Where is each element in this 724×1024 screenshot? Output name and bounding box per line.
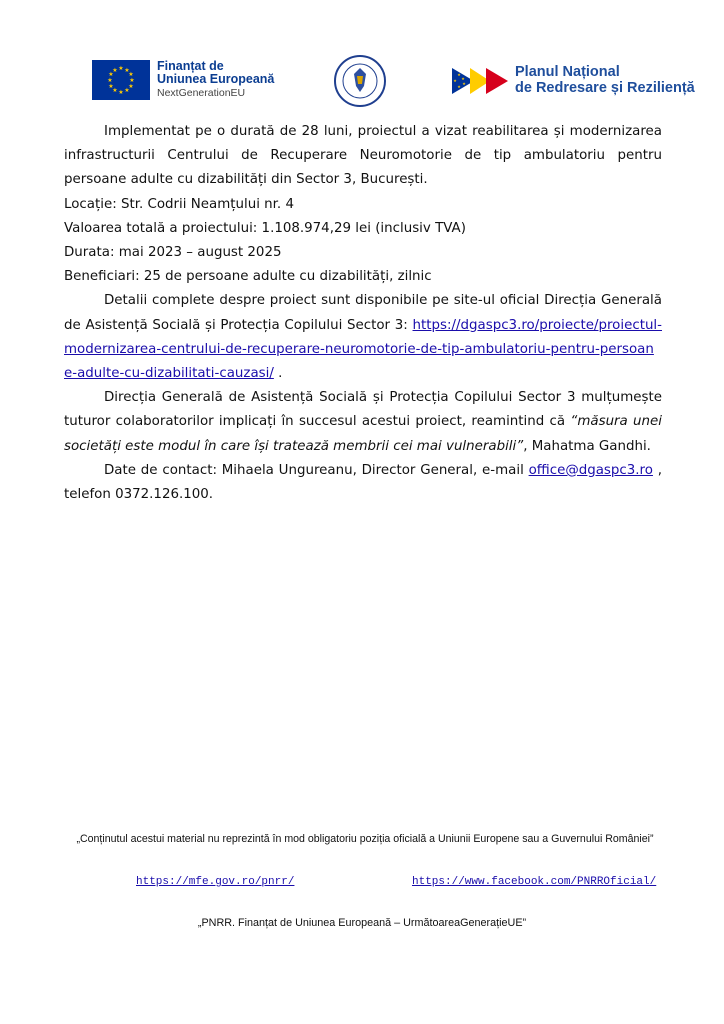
mfe-link[interactable]: https://mfe.gov.ro/pnrr/ (136, 876, 295, 888)
eu-line-3: NextGenerationEU (157, 87, 246, 99)
duration-line: Durata: mai 2023 – august 2025 (64, 245, 282, 261)
pnrr-logo-icon (452, 64, 512, 98)
svg-text:★: ★ (453, 78, 457, 83)
thanks-text: Direcția Generală de Asistență Socială și Protecția Copilului Sector 3 mulțumește tuturor colaboratorilor implicați în succesul acestui proiect, reamintind că (64, 390, 662, 430)
intro-paragraph: Implementat pe o durată de 28 luni, proiectul a vizat reabilitarea și modernizarea infrastructurii Centrului de Recuperare Neuromotorie de tip ambulatoriu pentru persoane adulte cu dizabilități din Sector 3, București. (64, 124, 662, 188)
svg-text:★: ★ (129, 77, 135, 84)
svg-text:★: ★ (118, 89, 124, 96)
svg-text:★: ★ (124, 67, 130, 74)
details-text: Detalii complete despre proiect sunt disponibile pe site-ul oficial Direcția Generală de Asistență Socială și Protecția Copilului Sector 3: (64, 293, 662, 333)
contact-paragraph (64, 459, 662, 507)
svg-text:★: ★ (112, 87, 118, 94)
svg-text:★: ★ (128, 71, 134, 78)
contact-email-link[interactable]: office@dgaspc3.ro (528, 462, 653, 478)
svg-text:★: ★ (112, 67, 118, 74)
svg-text:★: ★ (457, 72, 461, 77)
header-logos (0, 52, 724, 108)
beneficiaries-line: Beneficiari: 25 de persoane adulte cu dizabilități, zilnic (64, 269, 432, 285)
svg-text:★: ★ (461, 76, 465, 81)
facebook-link[interactable]: https://www.facebook.com/PNRROficial/ (412, 876, 657, 888)
eu-line-2: Uniunea Europeană (157, 72, 275, 86)
contact-text: Date de contact: Mihaela Ungureanu, Director General, e-mail (104, 462, 529, 478)
details-end: . (273, 366, 283, 382)
eu-flag-icon (92, 60, 150, 100)
pnrr-title (515, 64, 695, 96)
eu-line-1: Finanțat de (157, 59, 224, 73)
thanks-paragraph (64, 386, 662, 459)
document-body (64, 120, 662, 507)
gandhi-quote: “măsura unei societăți este modul în care își tratează membrii cei mai vulnerabili” (64, 414, 662, 454)
svg-text:★: ★ (118, 65, 124, 72)
thanks-end: , Mahatma Gandhi. (523, 438, 651, 454)
details-paragraph (64, 289, 662, 386)
svg-text:★: ★ (107, 77, 113, 84)
svg-text:★: ★ (462, 81, 466, 86)
svg-text:★: ★ (128, 83, 134, 90)
project-link[interactable]: https://dgaspc3.ro/proiecte/proiectul-modernizarea-centrului-de-recuperare-neuromotorie-de-tip-ambulatoriu-pentru-persoane-adulte-cu-dizabilitati-cauzasi/ (64, 317, 662, 382)
pnrr-line-2: de Redresare și Reziliență (515, 80, 695, 96)
svg-text:★: ★ (108, 71, 114, 78)
pnrr-line-1: Planul Național (515, 64, 620, 80)
svg-text:★: ★ (124, 87, 130, 94)
eu-funding-label (157, 60, 274, 100)
value-line: Valoarea totală a proiectului: 1.108.974,29 lei (inclusiv TVA) (64, 220, 466, 236)
government-seal-icon (333, 54, 387, 108)
footer-tagline: „PNRR. Finanțat de Uniunea Europeană – UrmătoareaGenerațieUE” (197, 917, 527, 929)
svg-text:★: ★ (457, 84, 461, 89)
svg-text:★: ★ (108, 83, 114, 90)
footer-disclaimer: „Conținutul acestui material nu reprezintă în mod obligatoriu poziția oficială a Uniunii Europene sau a Guvernului României” (76, 833, 654, 845)
contact-end: , telefon 0372.126.100. (64, 462, 663, 503)
location-line: Locație: Str. Codrii Neamțului nr. 4 (64, 196, 294, 212)
